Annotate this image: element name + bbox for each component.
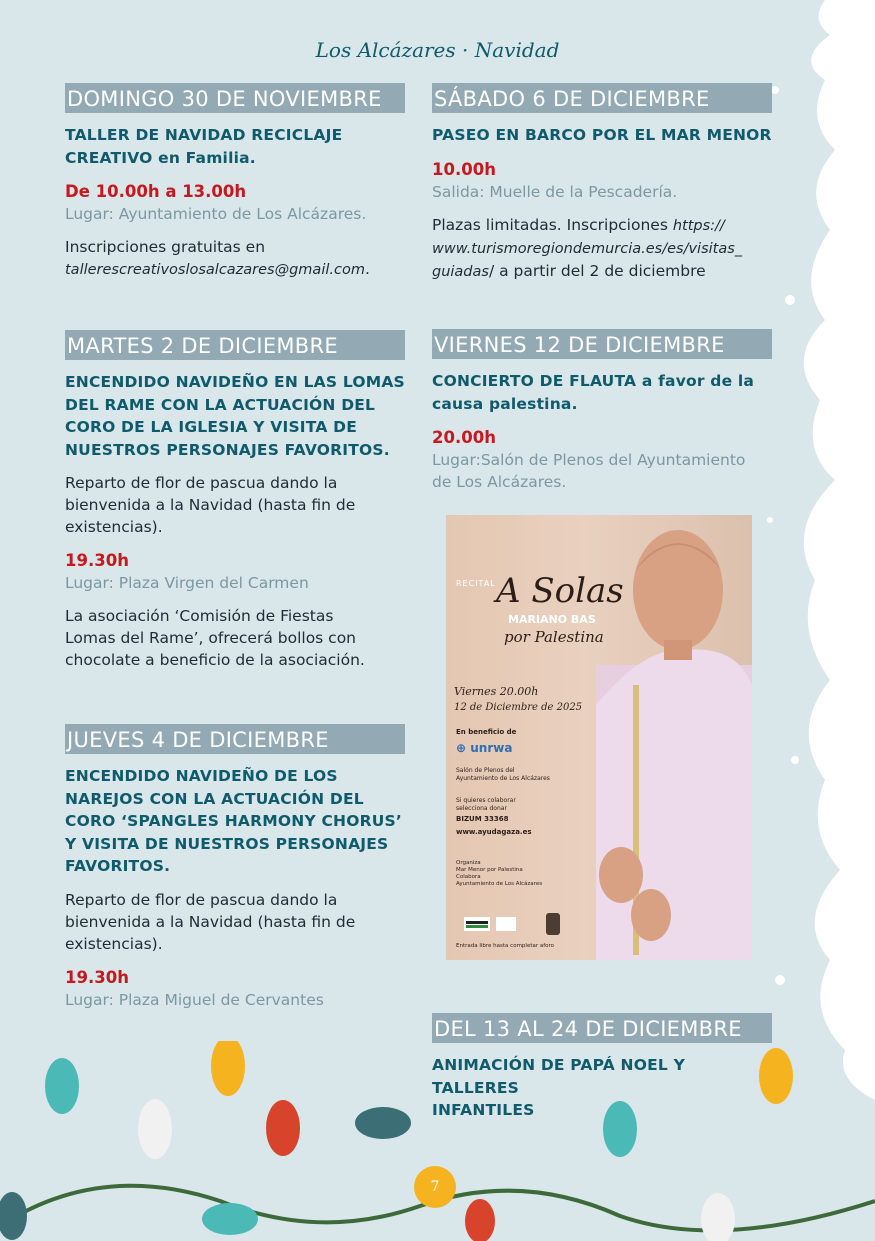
- text-line: Reparto de flor de pascua dando la: [65, 474, 338, 492]
- poster-venue-line: Salón de Plenos del: [456, 767, 515, 774]
- event-title-line: DEL RAME CON LA ACTUACIÓN DEL: [65, 395, 376, 414]
- event-title: [65, 124, 405, 169]
- event-title-line: ENCENDIDO NAVIDEÑO DE LOS: [65, 767, 338, 785]
- bulb-icon: [202, 1203, 258, 1235]
- poster-organiza: [456, 860, 542, 888]
- date-heading: SÁBADO 6 DE DICIEMBRE: [432, 83, 772, 113]
- event-martes-2: [65, 330, 405, 671]
- poster-bizum: BIZUM 33368: [456, 815, 509, 823]
- poster-title: A Solas: [496, 571, 624, 611]
- poster-entry: Entrada libre hasta completar aforo: [456, 943, 555, 949]
- poster-organiza-line: Mar Menor por Palestina: [456, 867, 523, 873]
- info-text: Inscripciones gratuitas en: [65, 238, 266, 256]
- event-description: [65, 605, 405, 671]
- bulb-icon: [465, 1199, 495, 1241]
- poster-org: unrwa: [470, 741, 513, 755]
- event-title-line: causa palestina.: [432, 394, 578, 413]
- event-sabado-6: [432, 83, 772, 283]
- bulb-icon: [355, 1107, 411, 1139]
- poster-organiza-line: Colabora: [456, 874, 481, 880]
- poster-date: Viernes 20.00h: [454, 685, 539, 698]
- poster-artist: MARIANO BAS: [508, 613, 596, 626]
- event-time: 19.30h: [65, 551, 129, 570]
- text-line: chocolate a beneficio de la asociación.: [65, 651, 365, 669]
- white-paint-splash-decoration: [755, 0, 875, 1100]
- page-number-badge: 7: [414, 1166, 456, 1208]
- event-title-line: TALLER DE NAVIDAD RECICLAJE: [65, 126, 343, 144]
- event-description: [65, 472, 405, 538]
- url-link[interactable]: guiadas: [432, 263, 489, 280]
- event-title-line: CORO DE LA IGLESIA Y VISITA DE: [65, 418, 357, 436]
- date-heading: VIERNES 12 DE DICIEMBRE: [432, 329, 772, 359]
- event-description: [65, 889, 405, 955]
- event-title-line: NUESTROS PERSONAJES FAVORITOS.: [65, 440, 390, 459]
- text-line: Reparto de flor de pascua dando la: [65, 890, 338, 909]
- event-title-line: NAREJOS CON LA ACTUACIÓN DEL: [65, 789, 364, 808]
- info-text: Plazas limitadas. Inscripciones: [432, 215, 673, 234]
- event-title-line: ANIMACIÓN DE PAPÁ NOEL Y TALLERES: [432, 1056, 685, 1097]
- unrwa-logo: [456, 741, 512, 755]
- event-domingo-30: [65, 83, 405, 281]
- event-title-line: [65, 147, 405, 170]
- event-title-line: Y VISITA DE NUESTROS PERSONAJES: [65, 834, 389, 853]
- event-title-bold: CONCIERTO DE FLAUTA: [432, 372, 637, 390]
- bulb-icon: [603, 1101, 637, 1157]
- info-text: / a partir del 2 de diciembre: [488, 261, 706, 280]
- url-link[interactable]: https://: [672, 217, 725, 234]
- poster-venue-line: Ayuntamiento de Los Alcázares: [456, 775, 550, 782]
- event-jueves-4: [65, 724, 405, 1011]
- poster-benefit: En beneficio de: [456, 728, 517, 736]
- event-title: [65, 371, 405, 461]
- bulb-icon: [45, 1058, 79, 1114]
- christmas-lights-decoration: [0, 1041, 875, 1241]
- event-time: 10.00h: [432, 159, 496, 179]
- poster-recital: RECITAL: [456, 579, 496, 588]
- un-icon: ⊕: [456, 741, 467, 755]
- event-place: [432, 449, 772, 493]
- url-link[interactable]: www.turismoregiondemurcia.es/es/visitas_: [432, 240, 743, 257]
- event-title: [65, 765, 405, 878]
- text-line: existencias).: [65, 934, 163, 953]
- event-info: [65, 236, 405, 281]
- event-viernes-12: [432, 329, 772, 493]
- date-heading: JUEVES 4 DE DICIEMBRE: [65, 724, 405, 754]
- bulb-icon: [266, 1100, 300, 1156]
- email-link[interactable]: tallerescreativoslosalcazares@gmail.com: [65, 262, 365, 278]
- event-title-line: CORO ‘SPANGLES HARMONY CHORUS’: [65, 812, 402, 830]
- poster-donate-line: selecciona donar: [456, 805, 507, 812]
- poster-date: 12 de Diciembre de 2025: [454, 702, 583, 713]
- concert-poster: [446, 515, 752, 960]
- event-title-line: FAVORITOS.: [65, 857, 171, 875]
- poster-organiza-line: Organiza: [456, 860, 481, 866]
- event-place: Salida: Muelle de la Pescadería.: [432, 182, 678, 201]
- event-place: Lugar: Plaza Virgen del Carmen: [65, 574, 309, 592]
- poster-web: www.ayudagaza.es: [456, 828, 532, 836]
- date-heading: DOMINGO 30 DE NOVIEMBRE: [65, 83, 405, 113]
- event-place: Lugar: Plaza Miguel de Cervantes: [65, 990, 324, 1009]
- event-time: De 10.00h a 13.00h: [65, 182, 247, 201]
- poster-subtitle: por Palestina: [504, 628, 604, 646]
- event-title-bold: CREATIVO: [65, 148, 153, 167]
- event-title-line: ENCENDIDO NAVIDEÑO EN LAS LOMAS: [65, 373, 405, 391]
- sponsor-logos: [464, 913, 564, 937]
- bulb-icon: [211, 1041, 245, 1096]
- event-title: PASEO EN BARCO POR EL MAR MENOR: [432, 126, 772, 144]
- place-line: Lugar:Salón de Plenos del Ayuntamiento: [432, 451, 746, 469]
- poster-venue: [456, 767, 550, 783]
- date-heading: MARTES 2 DE DICIEMBRE: [65, 330, 405, 360]
- event-info: [432, 214, 772, 283]
- event-title-line: INFANTILES: [432, 1101, 535, 1119]
- event-time: 19.30h: [65, 967, 129, 987]
- bulb-icon: [759, 1048, 793, 1104]
- text-line: existencias).: [65, 518, 163, 536]
- poster-organiza-line: Ayuntamiento de Los Alcázares: [456, 881, 543, 887]
- place-line: de Los Alcázares.: [432, 473, 567, 491]
- text-line: La asociación ‘Comisión de Fiestas: [65, 607, 334, 625]
- event-title: [432, 370, 772, 415]
- event-place: Lugar: Ayuntamiento de Los Alcázares.: [65, 205, 367, 223]
- text-line: bienvenida a la Navidad (hasta fin de: [65, 912, 356, 931]
- bulb-icon: [701, 1193, 735, 1241]
- running-title: Los Alcázares · Navidad: [315, 38, 560, 62]
- info-text: .: [364, 260, 370, 278]
- poster-donate-line: Si quieres colaborar: [456, 797, 516, 804]
- text-line: bienvenida a la Navidad (hasta fin de: [65, 496, 356, 514]
- event-title-rest: a favor de la: [636, 372, 755, 390]
- bulb-icon: [138, 1099, 172, 1159]
- poster-donate: [456, 797, 516, 813]
- event-title-rest: en Familia.: [152, 148, 256, 167]
- bulb-icon: [0, 1192, 27, 1240]
- text-line: Lomas del Rame’, ofrecerá bollos con: [65, 629, 357, 647]
- event-time: 20.00h: [432, 428, 496, 447]
- date-heading: DEL 13 AL 24 DE DICIEMBRE: [432, 1013, 772, 1043]
